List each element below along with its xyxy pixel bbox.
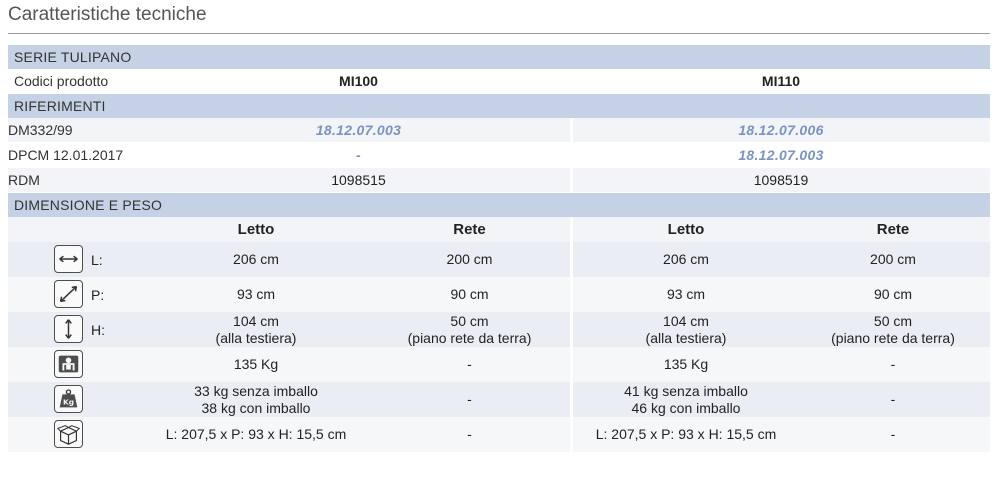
ref-row — [8, 143, 990, 168]
dim-value: - — [467, 426, 472, 442]
riferimenti-header — [8, 94, 990, 118]
dim-value-note: (piano rete da terra) — [407, 329, 532, 346]
dim-value-main: 50 cm — [450, 312, 489, 329]
weight-with-pack: 38 kg con imballo — [201, 399, 311, 416]
weight-kg-icon — [54, 385, 83, 413]
dim-value: - — [467, 356, 472, 372]
dimension-header — [8, 193, 990, 217]
axis-label: L: — [91, 251, 103, 268]
weight-without-pack: 33 kg senza imballo — [194, 382, 318, 399]
dim-value — [576, 312, 796, 347]
dim-value: L: 207,5 x P: 93 x H: 15,5 cm — [595, 426, 777, 442]
dim-value: - — [890, 426, 896, 442]
column-divider — [570, 417, 573, 452]
axis-label: H: — [91, 321, 105, 338]
ref-value-1: 1098515 — [331, 172, 386, 188]
dim-value: 206 cm — [663, 251, 709, 267]
column-divider — [570, 347, 573, 382]
column-divider — [570, 312, 573, 347]
dim-value: 135 Kg — [663, 356, 709, 372]
dim-value: 135 Kg — [233, 356, 279, 372]
dim-value: - — [890, 356, 896, 372]
product-code-2: MI110 — [761, 73, 801, 89]
col-header-rete: Rete — [876, 221, 910, 238]
dim-value: - — [467, 391, 472, 407]
dim-row-height — [8, 312, 990, 347]
column-divider — [570, 217, 573, 242]
dim-value-main: 104 cm — [233, 312, 279, 329]
dim-value: 90 cm — [450, 286, 489, 302]
dim-value: 200 cm — [446, 251, 493, 267]
ref-value-1: 18.12.07.003 — [315, 122, 402, 138]
ref-value-2: 1098519 — [753, 172, 809, 188]
axis-label: P: — [91, 286, 105, 303]
ref-row — [8, 118, 990, 143]
specs-table — [8, 45, 990, 452]
dim-value: 90 cm — [873, 286, 913, 302]
dim-value-main: 104 cm — [663, 312, 709, 329]
height-arrow-icon — [54, 315, 83, 343]
dim-value-note: (alla testiera) — [645, 329, 727, 346]
dim-value: 93 cm — [666, 286, 706, 302]
col-header-rete: Rete — [453, 221, 486, 238]
col-header-letto: Letto — [237, 221, 275, 238]
dimension-column-headers — [8, 217, 990, 242]
product-codes-row — [8, 69, 990, 94]
ref-value-1: - — [356, 147, 361, 163]
package-box-icon — [54, 420, 83, 448]
dim-value — [576, 382, 796, 417]
dim-row-package — [8, 417, 990, 452]
dim-value — [367, 312, 572, 347]
dim-value: 200 cm — [870, 251, 916, 267]
length-arrow-icon — [54, 245, 83, 273]
ref-label: DM332/99 — [8, 122, 73, 138]
ref-row — [8, 168, 990, 193]
dim-value — [796, 312, 990, 347]
series-name: SERIE TULIPANO — [14, 49, 132, 65]
product-code-1: MI100 — [339, 73, 378, 89]
ref-label: DPCM 12.01.2017 — [8, 147, 124, 163]
series-header — [8, 45, 990, 69]
column-divider — [570, 382, 573, 417]
dim-row-max-load — [8, 347, 990, 382]
diagonal-arrow-icon — [54, 280, 83, 308]
dim-value-main: 50 cm — [873, 312, 913, 329]
dim-value: 93 cm — [236, 286, 276, 302]
title-divider — [8, 33, 990, 34]
page-title: Caratteristiche tecniche — [8, 4, 207, 25]
dim-row-depth — [8, 277, 990, 312]
dim-value: - — [890, 391, 896, 407]
dim-value: L: 207,5 x P: 93 x H: 15,5 cm — [165, 426, 347, 442]
dim-value — [145, 382, 367, 417]
dim-row-weight — [8, 382, 990, 417]
weight-without-pack: 41 kg senza imballo — [624, 382, 748, 399]
dim-value: 206 cm — [233, 251, 279, 267]
ref-value-2: 18.12.07.006 — [738, 122, 824, 138]
dimension-title: DIMENSIONE E PESO — [14, 197, 163, 213]
dim-value — [145, 312, 367, 347]
column-divider — [570, 242, 573, 277]
riferimenti-title: RIFERIMENTI — [14, 98, 106, 114]
weight-with-pack: 46 kg con imballo — [631, 399, 741, 416]
dim-value-note: (alla testiera) — [215, 329, 297, 346]
column-divider — [570, 277, 573, 312]
col-header-letto: Letto — [667, 221, 705, 238]
svg-text:Kg: Kg — [62, 397, 75, 407]
ref-label: RDM — [8, 172, 40, 188]
product-codes-label: Codici prodotto — [14, 73, 109, 89]
dim-value-note: (piano rete da terra) — [831, 329, 955, 346]
max-load-icon — [54, 350, 83, 378]
dim-row-length — [8, 242, 990, 277]
ref-value-2: 18.12.07.003 — [738, 147, 824, 163]
